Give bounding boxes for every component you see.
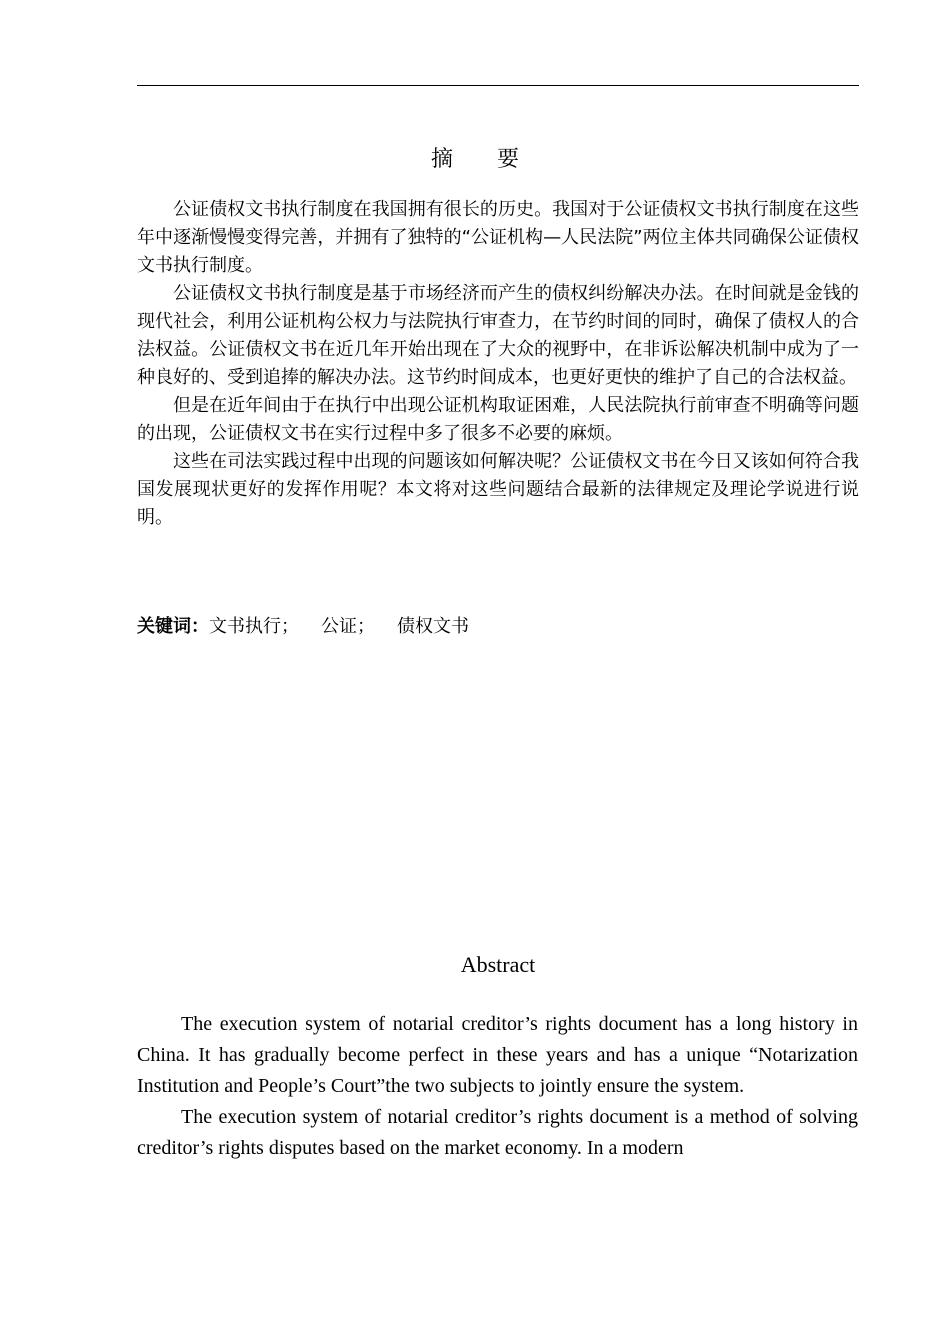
abstract-cn-paragraph: 公证债权文书执行制度是基于市场经济而产生的债权纠纷解决办法。在时间就是金钱的现代社会，利用公证机构公权力与法院执行审查力，在节约时间的同时，确保了债权人的合法权益。公证债权文书在近几年开始出现在了大众的视野中，在非诉讼解决机制中成为了一种良好的、受到追捧的解决办法。这节约时间成本，也更好更快的维护了自己的合法权益。 xyxy=(137,283,859,388)
header-rule xyxy=(137,85,859,86)
abstract-cn-paragraph: 公证债权文书执行制度在我国拥有很长的历史。我国对于公证债权文书执行制度在这些年中逐渐慢慢变得完善，并拥有了独特的“公证机构—人民法院”两位主体共同确保公证债权文书执行制度。 xyxy=(137,199,859,276)
keyword: 公证； xyxy=(321,616,375,637)
keywords-line xyxy=(137,613,859,641)
abstract-cn-paragraph: 但是在近年间由于在执行中出现公证机构取证困难，人民法院执行前审查不明确等问题的出现，公证债权文书在实行过程中多了很多不必要的麻烦。 xyxy=(137,395,859,444)
abstract-en-body xyxy=(137,1009,858,1164)
keywords-label: 关键词： xyxy=(137,616,209,637)
abstract-cn-paragraph: 这些在司法实践过程中出现的问题该如何解决呢？公证债权文书在今日又该如何符合我国发展现状更好的发挥作用呢？本文将对这些问题结合最新的法律规定及理论学说进行说明。 xyxy=(137,451,859,528)
abstract-en-paragraph: The execution system of notarial creditor’s rights document has a long history in China. It has gradually become perfect in these years and has a unique “Notarization Institution and People’s Court”the two subjects to jointly ensure the system. xyxy=(137,1013,858,1097)
abstract-cn-title-char: 摘 xyxy=(430,147,453,172)
abstract-en-paragraph: The execution system of notarial creditor’s rights document is a method of solving creditor’s rights disputes based on the market economy. In a modern xyxy=(137,1106,858,1159)
abstract-cn-body xyxy=(137,196,859,532)
keyword: 债权文书 xyxy=(397,616,469,637)
abstract-en-title: Abstract xyxy=(460,952,536,977)
keyword: 文书执行； xyxy=(209,616,299,637)
abstract-cn-title xyxy=(0,142,950,173)
abstract-cn-title-char: 要 xyxy=(497,147,520,172)
